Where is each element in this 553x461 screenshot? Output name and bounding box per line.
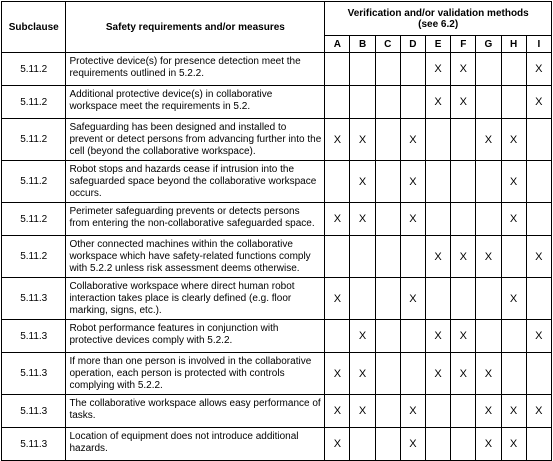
method-mark-cell: [400, 236, 425, 278]
method-mark-cell: X: [400, 428, 425, 461]
method-mark-cell: [325, 161, 350, 203]
method-mark-cell: X: [350, 353, 375, 395]
method-mark-cell: [375, 119, 400, 161]
subclause-cell: 5.11.3: [2, 320, 66, 353]
subclause-cell: 5.11.3: [2, 428, 66, 461]
method-mark-cell: [426, 119, 451, 161]
requirement-cell: Robot stops and hazards cease if intrusion into the safeguarded space beyond the collaborative workspace occurs.: [66, 161, 325, 203]
method-mark-cell: X: [476, 236, 501, 278]
method-mark-cell: X: [526, 86, 551, 119]
requirement-cell: Other connected machines within the collaborative workspace which have safety-related functions comply with 5.2.2 unless risk assessment deems otherwise.: [66, 236, 325, 278]
method-mark-cell: [400, 353, 425, 395]
method-mark-cell: [451, 203, 476, 236]
method-mark-cell: [375, 278, 400, 320]
method-mark-cell: X: [325, 428, 350, 461]
method-mark-cell: [451, 428, 476, 461]
method-letter-header: G: [476, 36, 501, 53]
table-body: [2, 53, 552, 461]
method-mark-cell: X: [451, 320, 476, 353]
method-mark-cell: [350, 278, 375, 320]
requirement-cell: Location of equipment does not introduce additional hazards.: [66, 428, 325, 461]
requirement-cell: Safeguarding has been designed and installed to prevent or detect persons from advancing further into the cell (beyond the collaborative workspace).: [66, 119, 325, 161]
method-mark-cell: X: [526, 53, 551, 86]
method-mark-cell: X: [400, 395, 425, 428]
method-mark-cell: [526, 161, 551, 203]
method-mark-cell: X: [501, 278, 526, 320]
requirement-cell: Protective device(s) for presence detection meet the requirements outlined in 5.2.2.: [66, 53, 325, 86]
method-mark-cell: X: [325, 119, 350, 161]
requirement-cell: If more than one person is involved in the collaborative operation, each person is protected with controls complying with 5.2.2.: [66, 353, 325, 395]
subclause-cell: 5.11.2: [2, 119, 66, 161]
method-mark-cell: X: [501, 395, 526, 428]
verification-table: [1, 1, 552, 461]
method-mark-cell: [451, 278, 476, 320]
method-mark-cell: [325, 53, 350, 86]
requirement-cell: The collaborative workspace allows easy performance of tasks.: [66, 395, 325, 428]
subclause-cell: 5.11.2: [2, 53, 66, 86]
method-mark-cell: [426, 395, 451, 428]
method-mark-cell: [426, 428, 451, 461]
method-letter-header: E: [426, 36, 451, 53]
method-mark-cell: X: [400, 278, 425, 320]
method-mark-cell: X: [476, 119, 501, 161]
method-mark-cell: [375, 395, 400, 428]
method-mark-cell: X: [426, 320, 451, 353]
method-mark-cell: [501, 236, 526, 278]
method-mark-cell: X: [501, 203, 526, 236]
table-row: [2, 86, 552, 119]
method-mark-cell: [350, 236, 375, 278]
method-mark-cell: [350, 86, 375, 119]
method-mark-cell: X: [350, 395, 375, 428]
method-mark-cell: [325, 320, 350, 353]
method-mark-cell: X: [350, 203, 375, 236]
method-mark-cell: X: [325, 395, 350, 428]
table-row: [2, 236, 552, 278]
method-mark-cell: [375, 428, 400, 461]
method-mark-cell: [476, 86, 501, 119]
method-mark-cell: X: [501, 161, 526, 203]
subclause-cell: 5.11.3: [2, 353, 66, 395]
table-row: [2, 320, 552, 353]
method-mark-cell: [375, 86, 400, 119]
method-mark-cell: X: [426, 53, 451, 86]
table-row: [2, 53, 552, 86]
method-letter-header: D: [400, 36, 425, 53]
method-letter-header: H: [501, 36, 526, 53]
method-mark-cell: [375, 53, 400, 86]
table-row: [2, 353, 552, 395]
method-letter-header: B: [350, 36, 375, 53]
method-letter-header: I: [526, 36, 551, 53]
requirement-cell: Additional protective device(s) in collaborative workspace meet the requirements in 5.2.: [66, 86, 325, 119]
method-mark-cell: [375, 161, 400, 203]
method-mark-cell: X: [426, 236, 451, 278]
subclause-cell: 5.11.2: [2, 236, 66, 278]
requirement-cell: Robot performance features in conjunction with protective devices comply with 5.2.2.: [66, 320, 325, 353]
method-mark-cell: X: [476, 395, 501, 428]
method-mark-cell: X: [325, 353, 350, 395]
method-mark-cell: X: [526, 320, 551, 353]
table-row: [2, 278, 552, 320]
method-mark-cell: X: [451, 236, 476, 278]
method-mark-cell: X: [476, 353, 501, 395]
method-mark-cell: [501, 320, 526, 353]
method-mark-cell: [426, 278, 451, 320]
method-mark-cell: [476, 161, 501, 203]
table-row: [2, 161, 552, 203]
table-row: [2, 428, 552, 461]
table-row: [2, 395, 552, 428]
subclause-cell: 5.11.3: [2, 278, 66, 320]
method-mark-cell: X: [501, 119, 526, 161]
method-mark-cell: [526, 203, 551, 236]
method-mark-cell: [400, 53, 425, 86]
method-mark-cell: X: [325, 203, 350, 236]
method-mark-cell: X: [426, 86, 451, 119]
method-mark-cell: [400, 320, 425, 353]
method-mark-cell: X: [350, 119, 375, 161]
method-mark-cell: [526, 278, 551, 320]
method-mark-cell: [501, 53, 526, 86]
table-row: [2, 203, 552, 236]
method-mark-cell: [501, 86, 526, 119]
method-mark-cell: [375, 236, 400, 278]
method-letter-header: C: [375, 36, 400, 53]
method-mark-cell: [451, 161, 476, 203]
method-mark-cell: X: [451, 86, 476, 119]
methods-header-line1: Verification and/or validation methods: [347, 7, 529, 19]
requirement-cell: Collaborative workspace where direct human robot interaction takes place is clearly defined (e.g. floor marking, signs, etc.).: [66, 278, 325, 320]
method-mark-cell: [501, 353, 526, 395]
method-mark-cell: [375, 320, 400, 353]
subclause-cell: 5.11.2: [2, 86, 66, 119]
method-mark-cell: [375, 203, 400, 236]
method-mark-cell: [476, 203, 501, 236]
method-mark-cell: X: [501, 428, 526, 461]
method-mark-cell: X: [476, 428, 501, 461]
method-mark-cell: X: [526, 236, 551, 278]
method-mark-cell: X: [526, 395, 551, 428]
subclause-cell: 5.11.2: [2, 203, 66, 236]
method-mark-cell: X: [350, 161, 375, 203]
method-mark-cell: [451, 395, 476, 428]
method-mark-cell: [476, 320, 501, 353]
methods-header-line2: (see 6.2): [418, 18, 459, 30]
method-mark-cell: [451, 119, 476, 161]
method-mark-cell: X: [451, 353, 476, 395]
table-row: [2, 119, 552, 161]
method-mark-cell: [350, 53, 375, 86]
method-letter-header: F: [451, 36, 476, 53]
method-mark-cell: X: [350, 320, 375, 353]
method-mark-cell: [526, 353, 551, 395]
subclause-header: Subclause: [2, 2, 66, 53]
method-mark-cell: [526, 428, 551, 461]
requirements-header: Safety requirements and/or measures: [66, 2, 325, 53]
method-mark-cell: X: [325, 278, 350, 320]
methods-header: [325, 2, 552, 36]
method-mark-cell: X: [400, 119, 425, 161]
method-mark-cell: [350, 428, 375, 461]
method-mark-cell: [426, 161, 451, 203]
method-mark-cell: [476, 53, 501, 86]
subclause-cell: 5.11.3: [2, 395, 66, 428]
method-mark-cell: [325, 86, 350, 119]
method-mark-cell: [476, 278, 501, 320]
method-mark-cell: [325, 236, 350, 278]
method-mark-cell: X: [400, 161, 425, 203]
subclause-cell: 5.11.2: [2, 161, 66, 203]
method-mark-cell: [400, 86, 425, 119]
method-mark-cell: [375, 353, 400, 395]
method-mark-cell: X: [426, 353, 451, 395]
requirement-cell: Perimeter safeguarding prevents or detects persons from entering the non-collaborative safeguarded space.: [66, 203, 325, 236]
method-mark-cell: [426, 203, 451, 236]
method-mark-cell: X: [451, 53, 476, 86]
method-mark-cell: X: [400, 203, 425, 236]
method-letter-header: A: [325, 36, 350, 53]
method-mark-cell: [526, 119, 551, 161]
